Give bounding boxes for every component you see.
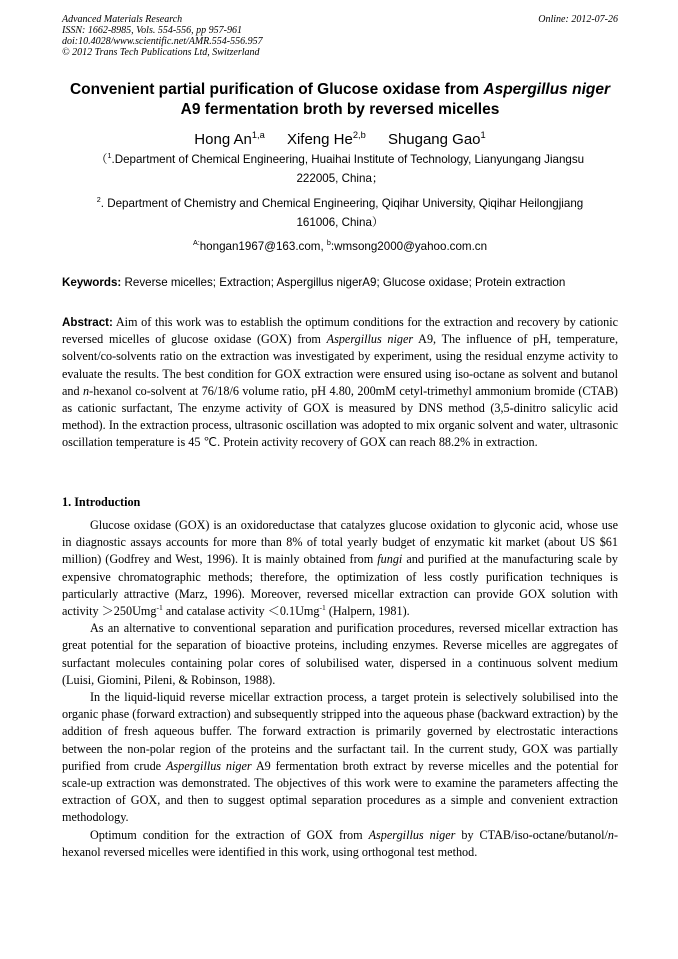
italic-text: n xyxy=(607,827,614,842)
keywords-text: Reverse micelles; Extraction; Aspergillus nigerA9; Glucose oxidase; Protein extraction xyxy=(121,276,566,289)
affiliation-line xyxy=(62,194,618,213)
abstract-italic: Aspergillus niger xyxy=(326,332,414,347)
author-name: Hong An xyxy=(194,131,252,148)
copyright-line: © 2012 Trans Tech Publications Ltd, Switzerland xyxy=(62,47,260,58)
online-date: Online: 2012-07-26 xyxy=(538,14,618,25)
text: A9 fermentation broth extract by reverse micelles and the potential for scale-up extraction was demonstrated. The objectives of this work were to examine the parameters affecting the extraction of GOX, and then to suggest optimal separation procedures as a simple and convenient extraction methodology. xyxy=(62,758,619,825)
issn-line: ISSN: 1662-8985, Vols. 554-556, pp 957-961 xyxy=(62,25,242,36)
paragraph xyxy=(62,517,618,620)
superscript: -1 xyxy=(156,602,163,612)
author xyxy=(287,131,366,148)
paragraph: As an alternative to conventional separation and purification procedures, reversed micellar extraction has great potential for the separation of bioactive proteins, including enzymes. Reverse micelles are aggregates of surfactant molecules containing polar cores of solubilised water, dispersed in a continuous solvent medium (Luisi, Giomini, Pileni, & Robinson, 1988). xyxy=(62,621,618,687)
text: and catalase activity ＜0.1Umg xyxy=(162,604,320,619)
affiliation-line: 222005, China； xyxy=(296,172,384,185)
keywords xyxy=(62,275,618,291)
email-mark: A: xyxy=(192,238,200,248)
abstract-label: Abstract: xyxy=(62,316,113,329)
email-line xyxy=(62,237,618,256)
journal-header xyxy=(62,14,618,58)
author-list xyxy=(62,131,618,149)
email-a: hongan1967@163.com, xyxy=(199,240,327,253)
text: Optimum condition for the extraction of GOX from xyxy=(90,827,369,842)
affiliation-2 xyxy=(62,194,618,232)
email-b: :wmsong2000@yahoo.com.cn xyxy=(330,240,488,253)
affiliation-1 xyxy=(62,150,618,188)
email-mark: b xyxy=(326,238,331,248)
section-heading: 1. Introduction xyxy=(62,495,141,509)
journal-name: Advanced Materials Research xyxy=(62,14,183,25)
affiliation-line xyxy=(62,150,618,169)
superscript: -1 xyxy=(319,602,326,612)
paragraph xyxy=(62,689,618,827)
abstract-text: A9, The influence of pH, temperature, solvent/co-solvents ratio on the extraction was investigated by experiment, using the residual enzyme activity to evaluate the results. The best condition for GOX extraction were ensured using iso-octane as solvent and butanol and xyxy=(62,332,619,398)
text: by CTAB/iso-octane/butanol/ xyxy=(455,827,608,842)
title-italic: Aspergillus niger xyxy=(483,81,611,98)
abstract xyxy=(62,314,618,452)
text: In the liquid-liquid reverse micellar extraction process, a target protein is selectively solubilised into the organic phase (forward extraction) and subsequently stripped into the aqueous phase (backward extraction) by the addition of fresh aqueous buffer. The forward extraction is primarily governed by electrostatic interactions between the non-polar region of the proteins and the surfactant tail. In the current study, GOX was partially purified from crude xyxy=(62,690,618,773)
abstract-text: Aim of this work was to establish the optimum conditions for the extraction and recovery by cationic reversed micelles of glucose oxidase (GOX) from xyxy=(62,315,618,347)
author-name: Xifeng He xyxy=(286,131,353,148)
author-name: Shugang Gao xyxy=(387,131,481,148)
affiliation-line: 161006, China） xyxy=(296,216,384,229)
affil-num: 1 xyxy=(107,151,112,161)
abstract-text: -hexanol co-solvent at 76/18/6 volume ratio, pH 4.80, 200mM cetyl-trimethyl ammonium bromide (CTAB) as cationic surfactant, The enzyme activity of GOX is measured by DNS method (3,5-dinitro salicylic acid method). In the extraction process, ultrasonic oscillation was adopted to mix organic solvent and water, ultrasonic oscillation temperature is 45 ℃. Protein activity recovery of GOX can reach 88.2% in extraction. xyxy=(62,383,618,450)
author xyxy=(388,131,486,148)
text: and purified at the manufacturing scale by expensive chromatographic methods; therefore, the optimization of less costly purification techniques is particularly attractive (Marz, 1996). Moreover, reversed micellar extraction can provide GOX solution with activity ＞250Umg xyxy=(62,552,618,619)
paper-title xyxy=(62,80,618,120)
italic-text: Aspergillus niger xyxy=(165,758,252,773)
affil-text: . Department of Chemistry and Chemical Engineering, Qiqihar University, Qiqihar Heilongjiang xyxy=(100,197,584,210)
doi-line: doi:10.4028/www.scientific.net/AMR.554-556.957 xyxy=(62,36,263,47)
text: (Halpern, 1981). xyxy=(325,604,410,619)
introduction-body xyxy=(62,517,618,861)
italic-text: fungi xyxy=(377,552,403,567)
author-affil-mark: 1 xyxy=(480,130,486,140)
affil-num: 2 xyxy=(96,195,101,205)
text: -hexanol reversed micelles were identified in this work, using orthogonal test method. xyxy=(62,827,619,859)
abstract-italic: n xyxy=(83,383,90,398)
author xyxy=(194,131,264,148)
paren: （ xyxy=(95,153,108,166)
title-part: Convenient partial purification of Glucose oxidase from xyxy=(69,81,484,98)
affil-text: .Department of Chemical Engineering, Huaihai Institute of Technology, Lianyungang Jiangsu xyxy=(111,153,585,166)
paragraph xyxy=(62,827,618,861)
italic-text: Aspergillus niger xyxy=(368,827,456,842)
text: Glucose oxidase (GOX) is an oxidoreductase that catalyzes glucose oxidation to glyconic acid, whose use in diagnostic assays accounts for more than 8% of total yearly budget of enzymatic kit market (about US $61 million) (Godfrey and West, 1996). It is mainly obtained from xyxy=(62,518,618,567)
author-affil-mark: 2,b xyxy=(352,130,366,140)
keywords-label: Keywords: xyxy=(62,276,122,289)
title-part: A9 fermentation broth by reversed micelles xyxy=(180,101,500,118)
author-affil-mark: 1,a xyxy=(251,130,265,140)
